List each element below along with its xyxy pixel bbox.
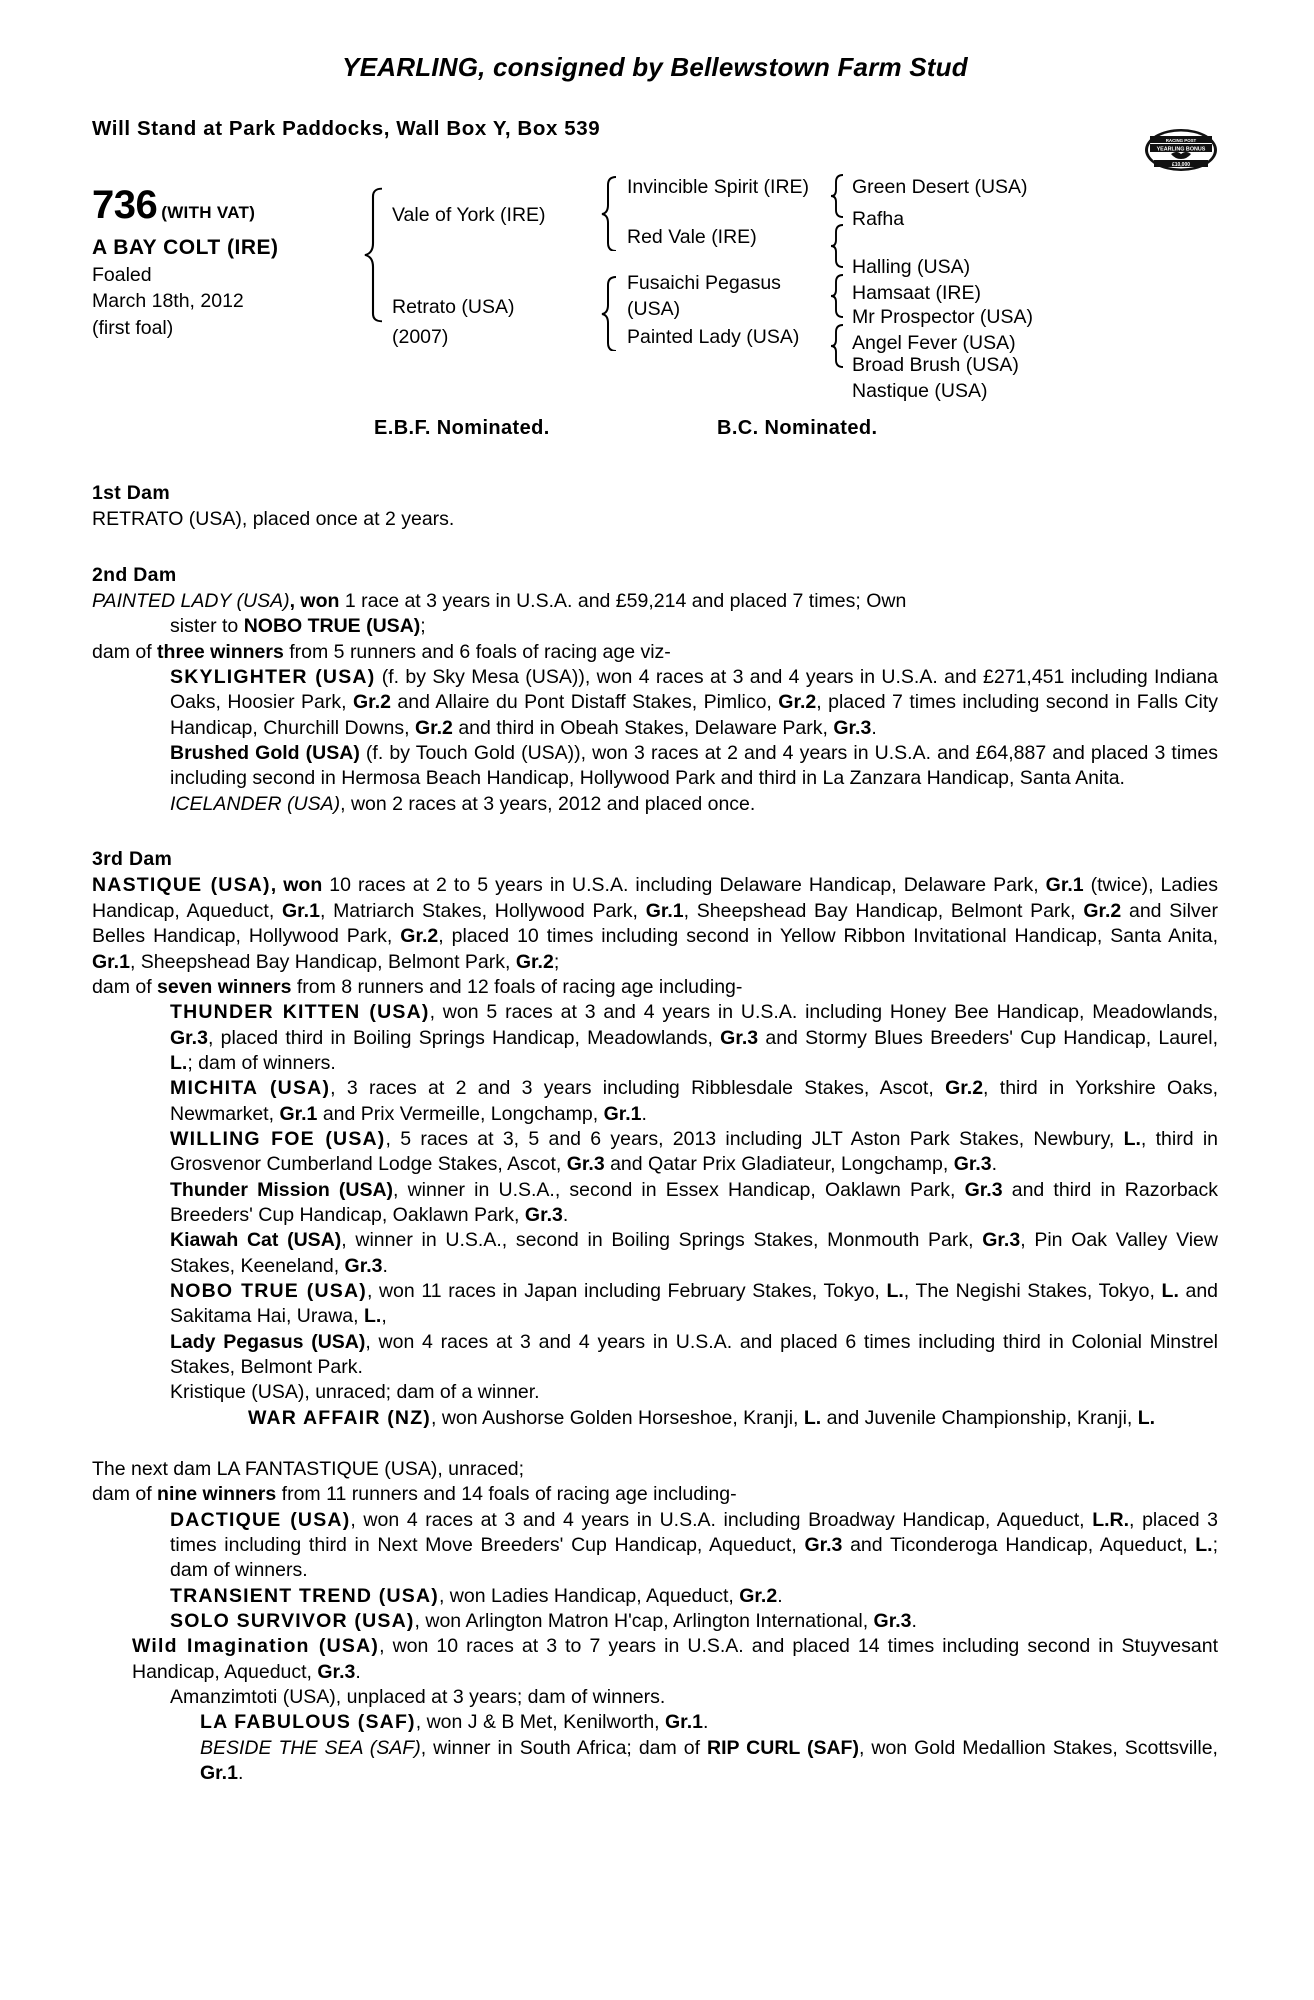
second-dam-won: , won bbox=[289, 590, 340, 613]
dam-name: Retrato (USA) bbox=[392, 296, 515, 318]
foaled-date: March 18th, 2012 bbox=[92, 290, 244, 313]
second-dam-damof bbox=[92, 640, 1218, 665]
svg-text:£10,000: £10,000 bbox=[1171, 161, 1191, 168]
first-dam-heading: 1st Dam bbox=[92, 482, 170, 504]
progeny-text: , winner in South Africa; dam of RIP CURL (SAF), won Gold Medallion Stakes, Scottsville, Gr.1. bbox=[200, 1736, 1218, 1785]
progeny-entry bbox=[92, 1685, 1218, 1710]
next-dam-post: , unraced; bbox=[437, 1458, 525, 1481]
next-dam-name: LA FANTASTIQUE (USA) bbox=[216, 1458, 438, 1481]
progeny-text: , won 2 races at 3 years, 2012 and placed once. bbox=[340, 792, 756, 815]
damof-pre: dam of bbox=[92, 640, 158, 663]
dam-sire-line2: (USA) bbox=[627, 298, 681, 320]
damof-count: nine winners bbox=[157, 1483, 277, 1506]
second-dam-line-1 bbox=[92, 589, 1218, 614]
progeny-name: Brushed Gold (USA) bbox=[170, 742, 360, 765]
progeny-name: SKYLIGHTER (USA) bbox=[170, 666, 376, 689]
first-dam-text: RETRATO (USA), placed once at 2 years. bbox=[92, 508, 455, 531]
gg-rafha: Rafha bbox=[852, 208, 905, 230]
progeny-name: NOBO TRUE (USA) bbox=[170, 1279, 367, 1302]
dam-dam: Painted Lady (USA) bbox=[627, 326, 800, 348]
third-dam-line-1: NASTIQUE (USA), won 10 races at 2 to 5 years in U.S.A. including Delaware Handicap, Delaware Park, Gr.1 (twice), Ladies Handicap, Aqueduct, Gr.1, Matriarch Stakes, Hollywood Park, Gr.1, Sheepshead Bay Handicap, Belmont Park, Gr.2 and Silver Belles Handicap, Hollywood Park, Gr.2, placed 10 times including second in Yellow Ribbon Invitational Handicap, Santa Anita, Gr.1, Sheepshead Bay Handicap, Belmont Park, Gr.2; bbox=[92, 874, 1219, 973]
lot-vat: (WITH VAT) bbox=[161, 203, 256, 222]
progeny-entry bbox=[92, 1000, 1218, 1076]
progeny-name: Amanzimtoti (USA) bbox=[170, 1686, 336, 1709]
gg-hamsaat: Hamsaat (IRE) bbox=[852, 282, 981, 304]
progeny-text: , won 4 races at 3 and 4 years in U.S.A. including Broadway Handicap, Aqueduct, L.R., placed 3 times including third in Next Move Breeders' Cup Handicap, Aqueduct, Gr.3 and Ticonderoga Handicap, Aqueduct, L.; dam of winners. bbox=[170, 1508, 1218, 1582]
lot-number: 736 bbox=[92, 183, 158, 227]
progeny-entry bbox=[92, 792, 1218, 817]
progeny-name: TRANSIENT TREND (USA) bbox=[170, 1584, 439, 1607]
damof-pre: dam of bbox=[92, 1483, 158, 1506]
stand-at-line: Will Stand at Park Paddocks, Wall Box Y, Box 539 bbox=[92, 117, 601, 140]
progeny-entry bbox=[92, 1406, 1218, 1431]
gg-nastique: Nastique (USA) bbox=[852, 380, 988, 402]
progeny-name: WAR AFFAIR (NZ) bbox=[248, 1406, 431, 1429]
bc-nominated: B.C. Nominated. bbox=[717, 417, 878, 439]
sire-name: Vale of York (IRE) bbox=[392, 204, 546, 226]
next-dam-lead bbox=[92, 1457, 1218, 1482]
progeny-entry bbox=[92, 1380, 1218, 1405]
progeny-text: , won 5 races at 3 and 4 years in U.S.A. including Honey Bee Handicap, Meadowlands, Gr.3, placed third in Boiling Springs Handicap, Meadowlands, Gr.3 and Stormy Blues Breeders' Cup Handicap, Laurel, L.; dam of winners. bbox=[170, 1001, 1219, 1074]
progeny-text: , won Arlington Matron H'cap, Arlington International, Gr.3. bbox=[414, 1610, 917, 1633]
second-dam-line1-rest: 1 race at 3 years in U.S.A. and £59,214 and placed 7 times; Own bbox=[339, 590, 907, 613]
foaled-label: Foaled bbox=[92, 263, 152, 286]
ebf-nominated: E.B.F. Nominated. bbox=[374, 417, 550, 439]
progeny-entry bbox=[92, 1228, 1218, 1279]
progeny-entry bbox=[92, 1127, 1218, 1178]
damof-post: from 8 runners and 12 foals of racing age including- bbox=[291, 975, 743, 998]
brace-sire-parents bbox=[600, 175, 620, 251]
gg-halling: Halling (USA) bbox=[852, 256, 971, 278]
progeny-entry bbox=[92, 665, 1218, 741]
progeny-name: WILLING FOE (USA) bbox=[170, 1127, 386, 1150]
next-dam-section bbox=[92, 1457, 1218, 1786]
progeny-name: Kristique (USA) bbox=[170, 1381, 305, 1404]
gg-angel-fever: Angel Fever (USA) bbox=[852, 332, 1016, 354]
second-dam-name: PAINTED LADY (USA) bbox=[92, 590, 290, 613]
progeny-entry bbox=[92, 1710, 1218, 1735]
svg-text:YEARLING BONUS: YEARLING BONUS bbox=[1156, 146, 1206, 153]
third-dam-damof bbox=[92, 975, 1218, 1000]
next-dam-damof bbox=[92, 1482, 1218, 1507]
sire-dam: Red Vale (IRE) bbox=[627, 226, 757, 248]
line2-post: ; bbox=[420, 615, 426, 638]
third-dam-heading: 3rd Dam bbox=[92, 848, 173, 871]
page-title: YEARLING, consigned by Bellewstown Farm Stud bbox=[342, 52, 968, 82]
progeny-entry bbox=[92, 1330, 1218, 1381]
lot-description: A BAY COLT (IRE) bbox=[92, 235, 279, 259]
sister-to-label: sister to bbox=[170, 615, 244, 638]
progeny-text: , won 10 races at 3 to 7 years in U.S.A. and placed 14 times including second in Stuyvesant Handicap, Aqueduct, Gr.3. bbox=[132, 1635, 1218, 1683]
progeny-text: , won 11 races in Japan including February Stakes, Tokyo, L., The Negishi Stakes, Tokyo, L. and Sakitama Hai, Urawa, L., bbox=[170, 1279, 1219, 1328]
progeny-name: ICELANDER (USA) bbox=[170, 792, 341, 815]
second-dam-heading: 2nd Dam bbox=[92, 563, 177, 586]
lot-identity bbox=[92, 179, 372, 342]
progeny-text: , unraced; dam of a winner. bbox=[304, 1381, 540, 1404]
damof-post: from 5 runners and 6 foals of racing age viz- bbox=[283, 640, 671, 663]
progeny-name: DACTIQUE (USA) bbox=[170, 1508, 351, 1531]
progeny-text: (f. by Sky Mesa (USA)), won 4 races at 3 and 4 years in U.S.A. and £271,451 including Indiana Oaks, Hoosier Park, Gr.2 and Allaire du Pont Distaff Stakes, Pimlico, Gr.2, placed 7 times including second in Falls City Handicap, Churchill Downs, Gr.2 and third in Obeah Stakes, Delaware Park, Gr.3. bbox=[170, 666, 1219, 739]
progeny-text: , 3 races at 2 and 3 years including Ribblesdale Stakes, Ascot, Gr.2, third in Yorkshire Oaks, Newmarket, Gr.1 and Prix Vermeille, Longchamp, Gr.1. bbox=[170, 1077, 1218, 1125]
progeny-name: Lady Pegasus (USA) bbox=[170, 1330, 366, 1353]
progeny-name: MICHITA (USA) bbox=[170, 1077, 331, 1100]
gg-broad-brush: Broad Brush (USA) bbox=[852, 354, 1019, 376]
brace-dam-parents bbox=[600, 275, 620, 351]
progeny-name: LA FABULOUS (SAF) bbox=[200, 1711, 416, 1734]
progeny-entry bbox=[92, 1736, 1218, 1787]
damof-count: three winners bbox=[157, 640, 284, 663]
progeny-text: , won Ladies Handicap, Aqueduct, Gr.2. bbox=[438, 1584, 783, 1607]
damof-count: seven winners bbox=[157, 975, 292, 998]
progeny-entry bbox=[92, 1584, 1218, 1609]
progeny-name: SOLO SURVIVOR (USA) bbox=[170, 1610, 415, 1633]
progeny-text: , winner in U.S.A., second in Essex Handicap, Oaklawn Park, Gr.3 and third in Razorback Breeders' Cup Handicap, Oaklawn Park, Gr.3. bbox=[170, 1178, 1219, 1226]
progeny-text: , won 4 races at 3 and 4 years in U.S.A. and placed 6 times including third in Colonial Minstrel Stakes, Belmont Park. bbox=[170, 1330, 1218, 1378]
progeny-entry bbox=[92, 1508, 1218, 1584]
progeny-text: , won Aushorse Golden Horseshoe, Kranji, L. and Juvenile Championship, Kranji, L. bbox=[431, 1406, 1156, 1429]
racing-post-yearling-bonus-logo bbox=[1144, 128, 1218, 172]
next-dam-pre: The next dam bbox=[92, 1458, 217, 1481]
nobo-true-ref: NOBO TRUE (USA) bbox=[243, 615, 421, 638]
progeny-text: (f. by Touch Gold (USA)), won 3 races at 2 and 4 years in U.S.A. and £64,887 and placed 3 times including second in Hermosa Beach Handicap, Hollywood Park and third in La Zanzara Handicap, Santa Anita. bbox=[170, 742, 1218, 790]
progeny-text: , unplaced at 3 years; dam of winners. bbox=[335, 1686, 666, 1709]
progeny-text: , winner in U.S.A., second in Boiling Springs Stakes, Monmouth Park, Gr.3, Pin Oak Valley View Stakes, Keeneland, Gr.3. bbox=[170, 1229, 1218, 1277]
damof-pre: dam of bbox=[92, 975, 158, 998]
progeny-name: Wild Imagination (USA) bbox=[132, 1635, 380, 1658]
progeny-name: Thunder Mission (USA) bbox=[170, 1178, 394, 1201]
third-dam-won: won bbox=[283, 874, 323, 897]
brace-gg-3 bbox=[830, 273, 846, 319]
progeny-entry bbox=[92, 1634, 1218, 1685]
gg-mr-prospector: Mr Prospector (USA) bbox=[852, 306, 1033, 328]
pedigree-table bbox=[92, 167, 1218, 439]
progeny-entry bbox=[92, 1076, 1218, 1127]
progeny-name: THUNDER KITTEN (USA) bbox=[170, 1001, 430, 1024]
gg-green-desert: Green Desert (USA) bbox=[852, 176, 1028, 198]
dam-sire-line1: Fusaichi Pegasus bbox=[627, 272, 781, 294]
sire-sire: Invincible Spirit (IRE) bbox=[627, 176, 810, 198]
foal-note: (first foal) bbox=[92, 316, 174, 339]
progeny-entry bbox=[92, 1279, 1218, 1330]
third-dam-name: NASTIQUE (USA) bbox=[92, 874, 271, 897]
second-dam-section bbox=[92, 563, 1218, 817]
third-dam-text: 10 races at 2 to 5 years in U.S.A. including Delaware Handicap, Delaware Park, Gr.1 (twice), Ladies Handicap, Aqueduct, Gr.1, Matriarch Stakes, Hollywood Park, Gr.1, Sheepshead Bay Handicap, Belmont Park, Gr.2 and Silver Belles Handicap, Hollywood Park, Gr.2, placed 10 times including second in Yellow Ribbon Invitational Handicap, Santa Anita, Gr.1, Sheepshead Bay Handicap, Belmont Park, Gr.2; bbox=[92, 874, 1219, 973]
progeny-entry bbox=[92, 1178, 1218, 1229]
damof-post: from 11 runners and 14 foals of racing age including- bbox=[276, 1483, 737, 1506]
progeny-entry bbox=[92, 741, 1218, 792]
svg-text:RACING POST: RACING POST bbox=[1165, 138, 1197, 143]
brace-generation-1 bbox=[364, 187, 386, 347]
progeny-name: BESIDE THE SEA (SAF) bbox=[200, 1736, 421, 1759]
progeny-text: , 5 races at 3, 5 and 6 years, 2013 including JLT Aston Park Stakes, Newbury, L., third in Grosvenor Cumberland Lodge Stakes, Ascot, Gr.3 and Qatar Prix Gladiateur, Longchamp, Gr.3. bbox=[170, 1127, 1218, 1176]
second-dam-line-2 bbox=[92, 614, 1218, 639]
brace-gg-1 bbox=[830, 173, 846, 219]
progeny-name: Kiawah Cat (USA) bbox=[170, 1229, 342, 1252]
dam-year: (2007) bbox=[392, 326, 449, 348]
brace-gg-2 bbox=[830, 223, 846, 269]
progeny-entry bbox=[92, 1609, 1218, 1634]
brace-gg-4 bbox=[830, 323, 846, 369]
third-dam-section bbox=[92, 847, 1218, 1431]
first-dam-section bbox=[92, 481, 1218, 533]
progeny-text: , won J & B Met, Kenilworth, Gr.1. bbox=[415, 1711, 709, 1734]
